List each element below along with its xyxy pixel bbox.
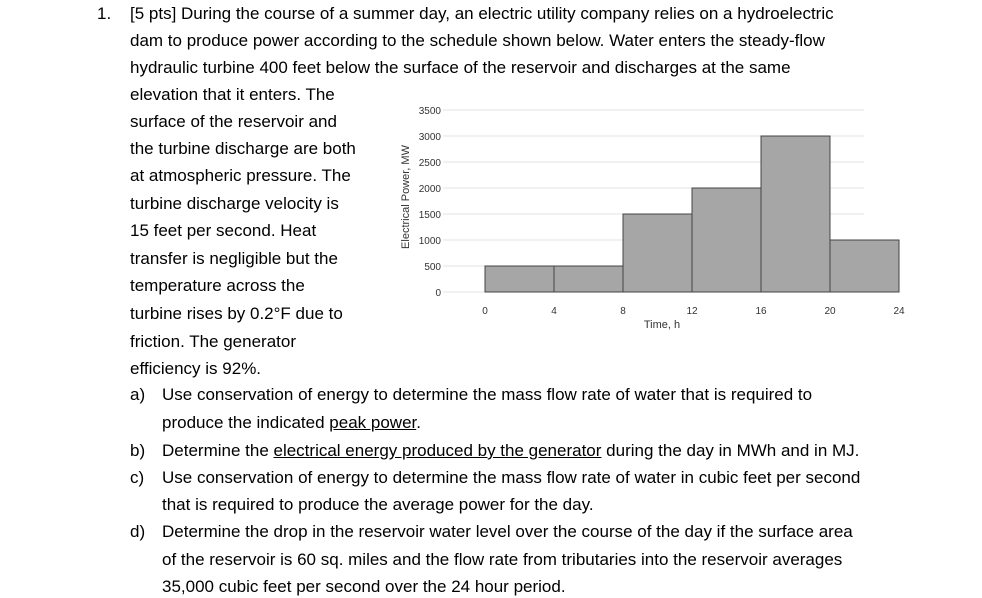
x-tick-label: 0 [482,306,488,317]
x-tick-label: 16 [755,306,767,317]
y-tick-label: 1000 [418,236,441,247]
part-a-label: a) [130,385,146,404]
bar-3 [692,188,761,292]
part-c-line-2: that is required to produce the average power for the day. [162,495,594,514]
part-b-label: b) [130,441,146,460]
wrap-line-4: at atmospheric pressure. The [130,166,351,185]
part-c-line-1: Use conservation of energy to determine the mass flow rate of water in cubic feet per second [162,468,861,487]
bar-1 [554,266,623,292]
peak-power-link: peak power [329,413,417,432]
wrap-line-3: the turbine discharge are both [130,139,356,158]
x-tick-label: 12 [686,306,698,317]
wrap-line-1: elevation that it enters. The [130,85,335,104]
bar-0 [485,266,554,292]
electrical-energy-link: electrical energy produced by the generator [273,441,602,460]
wrap-line-10: friction. The generator [130,332,296,351]
wrap-line-2: surface of the reservoir and [130,112,337,131]
x-tick-label: 4 [551,306,557,317]
wrap-line-8: temperature across the [130,276,305,295]
y-tick-label: 3500 [418,106,441,117]
x-axis-label: Time, h [643,319,681,331]
problem-number: 1. [97,4,112,23]
x-tick-label: 24 [893,306,905,317]
part-d-line-3: 35,000 cubic feet per second over the 24 hour period. [162,577,566,596]
y-tick-label: 0 [435,288,441,299]
part-d-line-1: Determine the drop in the reservoir water level over the course of the day if the surface area [162,522,853,541]
power-schedule-chart [395,95,905,335]
part-b-line [162,441,859,461]
bar-4 [761,136,830,292]
part-a-line-2-post: . [416,413,421,432]
intro-line-1: [5 pts] During the course of a summer day, an electric utility company relies on a hydroelectric [130,4,834,23]
wrap-line-11: efficiency is 92%. [130,359,262,378]
wrap-line-6: 15 feet per second. Heat [130,221,317,240]
wrap-line-5: turbine discharge velocity is [130,194,339,213]
part-d-label: d) [130,522,146,541]
wrap-line-9: turbine rises by 0.2°F due to [130,304,343,323]
y-tick-label: 2000 [418,184,441,195]
y-tick-label: 2500 [418,158,441,169]
part-a-line-2 [162,413,421,433]
intro-line-3: hydraulic turbine 400 feet below the surface of the reservoir and discharges at the same [130,58,791,77]
wrap-line-7: transfer is negligible but the [130,249,338,268]
part-d-line-2: of the reservoir is 60 sq. miles and the flow rate from tributaries into the reservoir averages [162,550,843,569]
y-tick-label: 1500 [418,210,441,221]
part-a-line-1: Use conservation of energy to determine the mass flow rate of water that is required to [162,385,813,404]
y-tick-label: 500 [424,262,441,273]
part-c-label: c) [130,468,145,487]
y-tick-label: 3000 [418,132,441,143]
part-b-pre: Determine the [162,441,274,460]
bar-5 [830,240,899,292]
part-a-line-2-pre: produce the indicated [162,413,330,432]
x-tick-label: 8 [620,306,626,317]
y-axis-label: Electrical Power, MW [400,145,412,249]
bar-2 [623,214,692,292]
x-tick-label: 20 [824,306,836,317]
part-b-post: during the day in MWh and in MJ. [601,441,860,460]
intro-line-2: dam to produce power according to the schedule shown below. Water enters the steady-flow [130,31,825,50]
